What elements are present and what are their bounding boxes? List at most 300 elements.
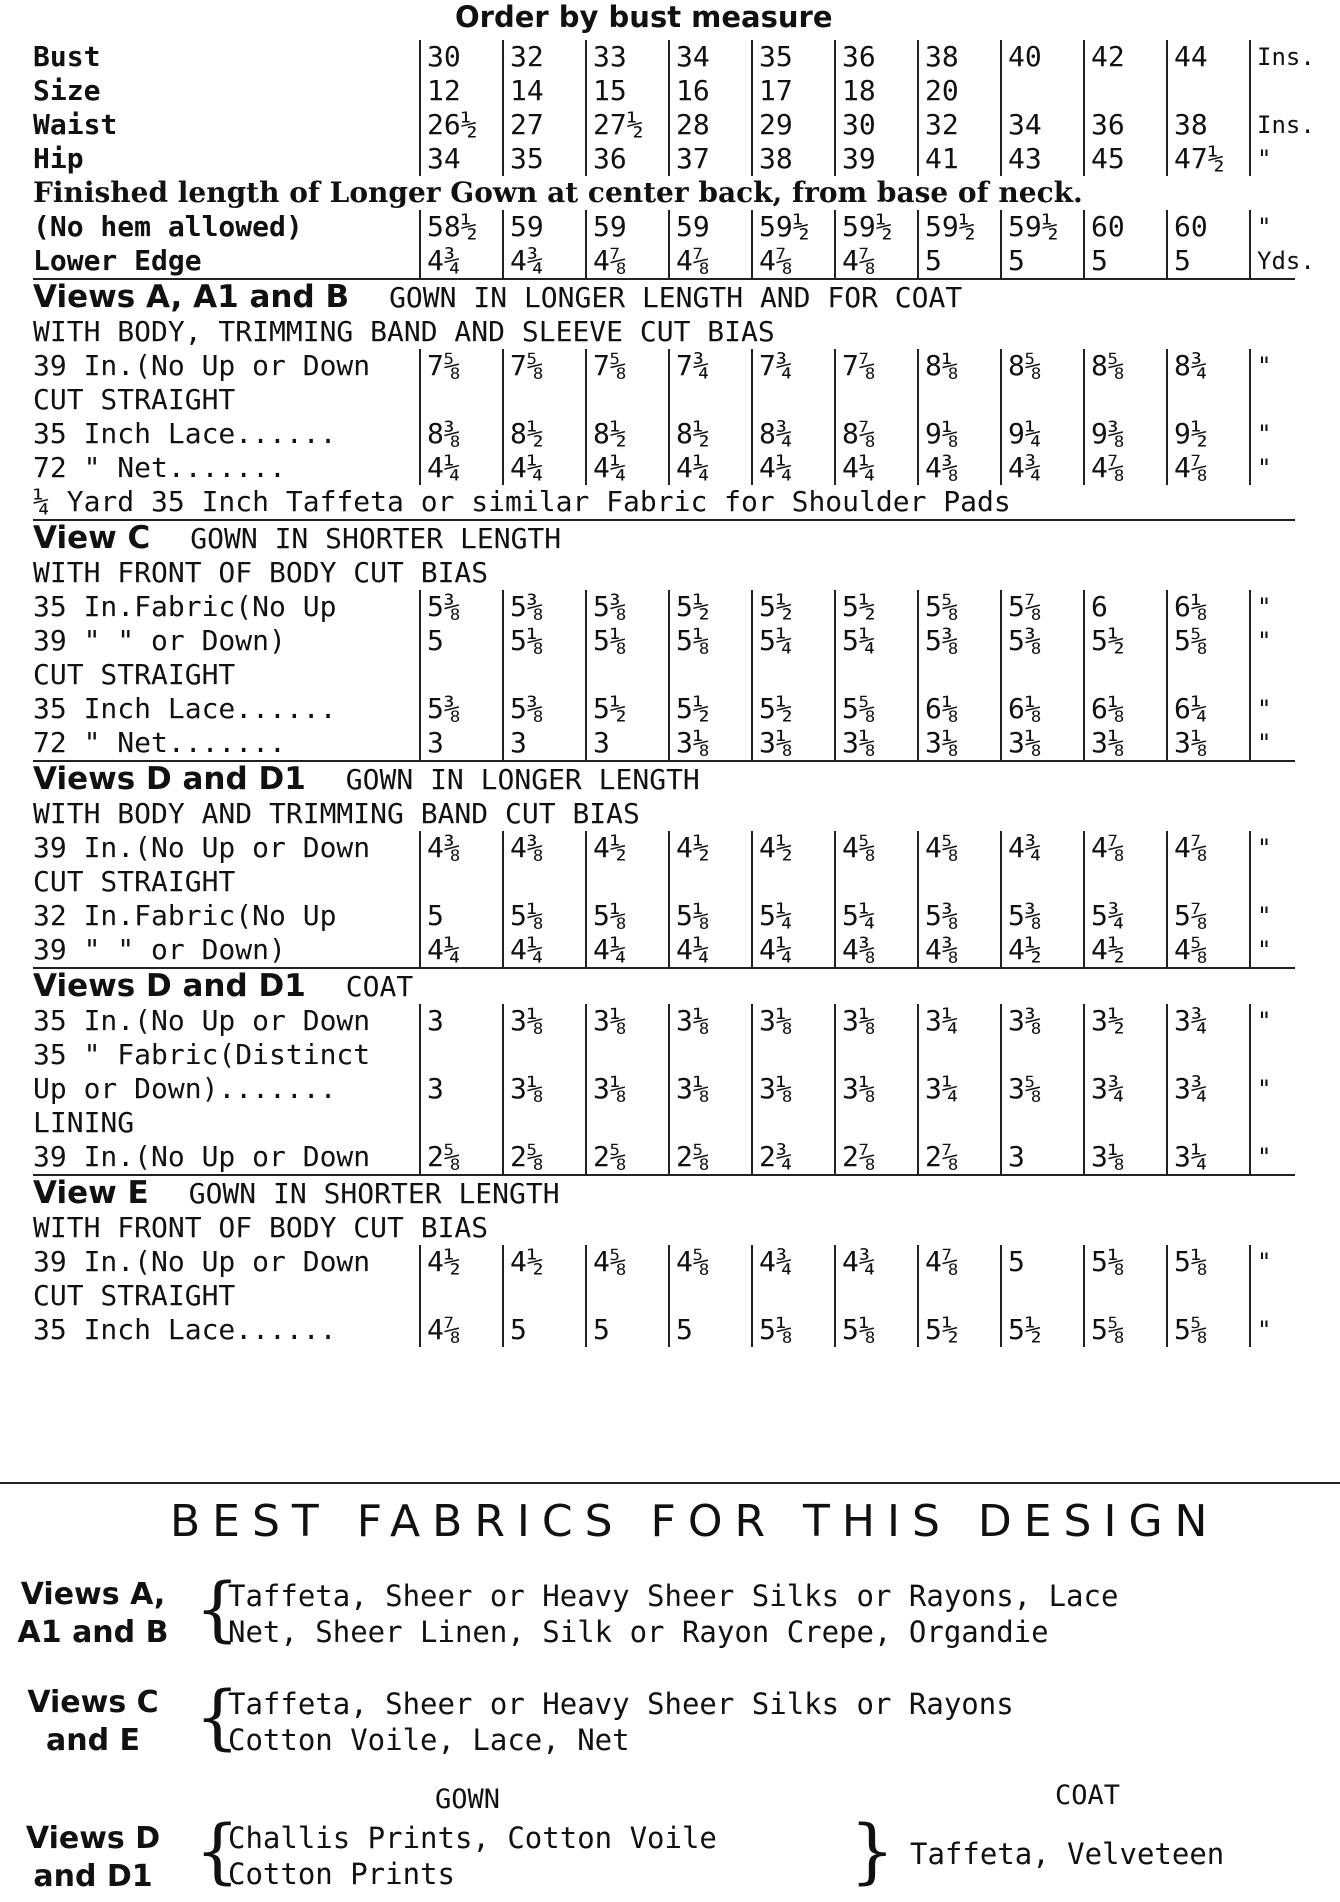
table-cell [918,1279,1001,1313]
table-row [33,315,1295,349]
table-cell: 3⅝ [1001,1072,1084,1106]
table-cell: 3¼ [918,1072,1001,1106]
table-cell [669,1106,752,1140]
row-label: 35 In.Fabric(No Up [33,590,337,623]
table-cell [1167,1279,1250,1313]
table-cell [1167,74,1250,108]
table-cell: 34 [669,40,752,74]
table-cell: 3 [1001,1140,1084,1175]
unit-cell: " [1250,590,1295,624]
table-cell: 3¾ [1167,1004,1250,1038]
table-cell: 4½ [752,831,835,865]
table-cell: 4¾ [1001,831,1084,865]
table-cell: 3⅛ [1001,726,1084,761]
table-cell [918,1038,1001,1072]
table-cell: 5⅛ [503,899,586,933]
fabric-group-label: Views C and E [27,1685,159,1758]
table-cell: 5⅜ [918,899,1001,933]
table-cell: 8½ [669,417,752,451]
table-cell: 6¼ [1167,692,1250,726]
best-fabrics-title: BEST FABRICS FOR THIS DESIGN [170,1496,1220,1547]
unit-cell [1250,1106,1295,1140]
table-cell: 4½ [1001,933,1084,968]
unit-cell: " [1250,451,1295,485]
table-cell: 5⅝ [1167,1313,1250,1347]
table-cell: 4⅜ [835,933,918,968]
table-cell: 4⅞ [918,1245,1001,1279]
section-caption: GOWN IN LONGER LENGTH [345,763,700,796]
section-heading-row [33,761,1295,797]
table-cell: 3⅛ [918,726,1001,761]
table-cell: 4⅜ [503,831,586,865]
table-cell: 4⅜ [420,831,503,865]
table-cell [420,658,503,692]
table-cell: 5⅝ [1167,624,1250,658]
table-cell: 3⅛ [835,1004,918,1038]
table-cell: 4⅞ [1167,451,1250,485]
table-row [33,1038,1295,1072]
table-cell [752,865,835,899]
table-cell [420,1106,503,1140]
table-cell: 39 [835,142,918,176]
table-cell: 28 [669,108,752,142]
table-cell: 5 [1167,244,1250,279]
table-cell [752,1038,835,1072]
table-cell: 3 [420,1072,503,1106]
table-cell: 34 [420,142,503,176]
unit-cell: " [1250,899,1295,933]
table-row [33,142,1295,176]
table-cell: 4⅞ [1167,831,1250,865]
table-cell: 4½ [1084,933,1167,968]
row-label: Bust [33,40,101,73]
unit-cell [1250,1038,1295,1072]
table-cell [669,658,752,692]
table-cell [669,1038,752,1072]
table-cell: 17 [752,74,835,108]
table-cell [420,1279,503,1313]
table-row [33,485,1295,520]
table-cell: 4¾ [503,244,586,279]
table-row [33,1140,1295,1175]
table-cell: 26½ [420,108,503,142]
table-cell: 8⅞ [835,417,918,451]
table-cell: 3⅜ [1001,1004,1084,1038]
table-cell: 40 [1001,40,1084,74]
table-cell: 4¼ [503,933,586,968]
table-cell [835,1106,918,1140]
table-cell: 4½ [420,1245,503,1279]
table-cell: 30 [420,40,503,74]
unit-cell: Yds. [1250,244,1295,279]
table-cell: 4⅞ [752,244,835,279]
table-cell: 58½ [420,210,503,244]
table-cell: 5 [420,899,503,933]
table-row [33,108,1295,142]
table-cell: 2⅞ [835,1140,918,1175]
fabric-list: Taffeta, Sheer or Heavy Sheer Silks or Rayons Cotton Voile, Lace, Net [228,1687,1014,1757]
table-cell [586,1038,669,1072]
table-cell [918,383,1001,417]
table-cell: 59 [503,210,586,244]
table-cell: 6⅛ [1001,692,1084,726]
table-cell: 6⅛ [918,692,1001,726]
row-label: 35 Inch Lace...... [33,1313,337,1346]
table-cell: 4⅞ [1084,831,1167,865]
table-cell: 3⅛ [669,1004,752,1038]
unit-cell: " [1250,1004,1295,1038]
table-row [33,968,1295,1004]
unit-cell: " [1250,624,1295,658]
table-row [33,520,1295,556]
table-cell [752,1106,835,1140]
section-heading: View C [33,520,151,556]
row-label: CUT STRAIGHT [33,383,236,416]
table-cell: 36 [835,40,918,74]
table-row [33,210,1295,244]
table-cell: 5 [1001,1245,1084,1279]
table-cell [1167,1106,1250,1140]
table-cell: 6⅛ [1084,692,1167,726]
table-cell [586,383,669,417]
table-cell: 45 [1084,142,1167,176]
table-cell: 59½ [918,210,1001,244]
table-row [33,1004,1295,1038]
row-label: LINING [33,1106,135,1139]
row-label: 39 " " or Down) [33,933,286,966]
table-row [33,417,1295,451]
table-cell [503,658,586,692]
table-cell: 4¾ [752,1245,835,1279]
row-label: Waist [33,108,118,141]
row-label: 35 Inch Lace...... [33,692,337,725]
table-cell: 14 [503,74,586,108]
table-cell: 5½ [918,1313,1001,1347]
table-cell: 2⅝ [420,1140,503,1175]
table-cell: 5⅛ [586,899,669,933]
table-cell: 38 [918,40,1001,74]
section-heading-row [33,520,1295,556]
table-cell: 4¼ [586,451,669,485]
table-cell: 3⅛ [669,1072,752,1106]
table-cell: 38 [1167,108,1250,142]
table-cell: 7⅞ [835,349,918,383]
table-cell: 29 [752,108,835,142]
table-cell: 5¼ [752,899,835,933]
table-cell: 5⅜ [420,590,503,624]
row-label: CUT STRAIGHT [33,658,236,691]
table-cell: 59½ [1001,210,1084,244]
table-row [33,244,1295,279]
row-label: CUT STRAIGHT [33,865,236,898]
table-cell: 3⅛ [1084,726,1167,761]
table-row [33,383,1295,417]
row-label: 35 " Fabric(Distinct [33,1038,371,1071]
table-cell [420,1038,503,1072]
table-row [33,1245,1295,1279]
table-cell [835,658,918,692]
section-heading: Views D and D1 [33,968,306,1004]
table-cell: 4⅞ [669,244,752,279]
table-cell [752,658,835,692]
table-cell [752,383,835,417]
table-cell: 59 [669,210,752,244]
section-heading: Views D and D1 [33,761,306,797]
table-cell [503,1279,586,1313]
table-cell: 4⅝ [669,1245,752,1279]
table-cell: 3⅛ [1084,1140,1167,1175]
unit-cell: " [1250,933,1295,968]
table-cell: 7⅝ [503,349,586,383]
table-cell: 5⅜ [1001,899,1084,933]
table-cell: 4½ [586,831,669,865]
section-subcaption: WITH BODY, TRIMMING BAND AND SLEEVE CUT BIAS [33,315,775,348]
table-cell: 36 [586,142,669,176]
table-cell: 4½ [503,1245,586,1279]
table-cell: 3 [420,1004,503,1038]
table-cell: 3⅛ [752,1072,835,1106]
row-label: 72 " Net....... [33,726,286,759]
table-cell: 5⅛ [586,624,669,658]
table-cell: 9¼ [1001,417,1084,451]
table-cell: 3 [586,726,669,761]
table-cell: 35 [503,142,586,176]
unit-cell: " [1250,210,1295,244]
table-cell: 4¾ [420,244,503,279]
table-cell: 5⅛ [752,1313,835,1347]
table-cell: 5⅜ [503,590,586,624]
table-cell: 5 [586,1313,669,1347]
table-cell: 5 [1084,244,1167,279]
table-cell [1167,865,1250,899]
table-cell [918,865,1001,899]
table-cell: 59½ [752,210,835,244]
table-cell [1167,1038,1250,1072]
table-cell: 5⅛ [669,899,752,933]
table-cell: 4⅝ [586,1245,669,1279]
table-cell: 3⅛ [752,1004,835,1038]
row-label: 35 Inch Lace...... [33,417,337,450]
table-cell: 5¾ [1084,899,1167,933]
table-cell: 3 [503,726,586,761]
best-fabrics-section [0,1482,1340,1902]
table-row [33,556,1295,590]
brace-mark: { [195,1676,240,1758]
table-cell: 8¾ [1167,349,1250,383]
table-cell: 4¼ [835,451,918,485]
page-title: Order by bust measure [455,0,833,34]
yardage-table [33,40,1315,1347]
section-heading-row [33,1211,1295,1245]
table-row [33,624,1295,658]
row-label: Size [33,74,101,107]
unit-cell: " [1250,1313,1295,1347]
table-cell [1001,658,1084,692]
table-cell [1084,658,1167,692]
table-cell: 5 [420,624,503,658]
table-row [33,1279,1295,1313]
table-cell [586,1106,669,1140]
table-cell: 8½ [503,417,586,451]
table-cell [918,1106,1001,1140]
table-cell [1084,1038,1167,1072]
table-cell: 4⅞ [835,244,918,279]
table-cell [1084,1106,1167,1140]
table-cell [752,1279,835,1313]
unit-cell: " [1250,1072,1295,1106]
table-cell: 41 [918,142,1001,176]
coat-fabric-list: Taffeta, Velveteen [910,1837,1225,1871]
table-cell: 5½ [1001,1313,1084,1347]
table-cell: 34 [1001,108,1084,142]
section-heading-row [33,797,1295,831]
table-cell: 59½ [835,210,918,244]
section-subcaption: WITH FRONT OF BODY CUT BIAS [33,556,489,589]
table-cell: 5½ [752,590,835,624]
row-label: Hip [33,142,84,175]
table-cell: 8⅛ [918,349,1001,383]
table-cell: 4⅞ [586,244,669,279]
table-cell: 3¼ [1167,1140,1250,1175]
table-cell: 4¼ [420,451,503,485]
unit-cell: Ins. [1250,108,1295,142]
table-cell: 59 [586,210,669,244]
row-label: 39 " " or Down) [33,624,286,657]
table-cell: 3⅛ [752,726,835,761]
section-caption: COAT [345,970,414,1003]
table-cell [835,865,918,899]
table-cell: 7⅝ [586,349,669,383]
table-cell [1001,1106,1084,1140]
table-cell: 3½ [1084,1004,1167,1038]
table-cell: 5⅝ [918,590,1001,624]
table-cell: 4⅞ [1084,451,1167,485]
table-row [33,1072,1295,1106]
section-heading-row [33,556,1295,590]
row-label: 39 In.(No Up or Down [33,1140,371,1173]
fabric-list: Challis Prints, Cotton Voile Cotton Prints [228,1821,717,1891]
table-cell: 27 [503,108,586,142]
table-cell: 3 [420,726,503,761]
table-cell: 16 [669,74,752,108]
table-cell: 4⅜ [918,933,1001,968]
table-cell: 4¼ [752,451,835,485]
table-cell [1001,1279,1084,1313]
brace-mark: { [195,1810,240,1892]
coat-heading: COAT [1055,1780,1121,1811]
table-cell: 9⅜ [1084,417,1167,451]
table-row [33,451,1295,485]
row-label: (No hem allowed) [33,210,303,243]
table-cell: 8⅜ [420,417,503,451]
table-cell [1084,74,1167,108]
table-cell [669,383,752,417]
table-cell: 4¼ [669,933,752,968]
table-cell: 60 [1084,210,1167,244]
section-heading: View E [33,1175,149,1211]
table-cell: 5⅝ [835,692,918,726]
table-cell: 27½ [586,108,669,142]
table-cell [1001,865,1084,899]
table-cell: 18 [835,74,918,108]
table-cell: 3⅛ [503,1004,586,1038]
table-cell: 5¼ [835,899,918,933]
table-cell: 5⅜ [918,624,1001,658]
table-cell: 3⅛ [503,1072,586,1106]
table-cell: 3⅛ [1167,726,1250,761]
table-cell [1084,383,1167,417]
table-cell: 5 [1001,244,1084,279]
table-cell: 44 [1167,40,1250,74]
table-cell: 4¼ [420,933,503,968]
table-cell: 9⅛ [918,417,1001,451]
table-cell: 30 [835,108,918,142]
table-cell: 5⅞ [1001,590,1084,624]
table-cell: 5½ [586,692,669,726]
table-cell: 5⅛ [1084,1245,1167,1279]
table-row [33,40,1295,74]
unit-cell: " [1250,142,1295,176]
fabric-list: Taffeta, Sheer or Heavy Sheer Silks or Rayons, Lace Net, Sheer Linen, Silk or Rayon Crepe, Organdie [228,1579,1119,1649]
table-cell: 2⅝ [669,1140,752,1175]
table-cell: 32 [918,108,1001,142]
table-cell: 8⅝ [1084,349,1167,383]
table-cell: 4¼ [586,933,669,968]
fabric-group-label: Views D and D1 [25,1821,161,1894]
section-heading: Views A, A1 and B [33,279,350,315]
unit-cell: " [1250,349,1295,383]
table-row [33,899,1295,933]
table-cell: 4¼ [503,451,586,485]
table-cell [835,383,918,417]
unit-cell [1250,865,1295,899]
section-caption: GOWN IN SHORTER LENGTH [188,1177,560,1210]
table-cell [669,865,752,899]
table-cell: 33 [586,40,669,74]
row-label: 39 In.(No Up or Down [33,831,371,864]
table-cell: 37 [669,142,752,176]
table-row [33,279,1295,315]
row-label: Up or Down)....... [33,1072,337,1105]
table-cell: 8¾ [752,417,835,451]
section-heading-row [33,968,1295,1004]
fabric-group-label: Views A, A1 and B [17,1577,169,1650]
table-cell: 5⅛ [835,1313,918,1347]
table-cell: 5¼ [752,624,835,658]
table-cell: 4¼ [669,451,752,485]
table-cell: 5⅜ [1001,624,1084,658]
table-cell: 5⅞ [1167,899,1250,933]
table-cell: 3¾ [1084,1072,1167,1106]
table-cell: 9½ [1167,417,1250,451]
unit-cell: " [1250,831,1295,865]
table-cell [503,383,586,417]
table-cell: 3⅛ [586,1072,669,1106]
table-cell: 35 [752,40,835,74]
table-row [33,692,1295,726]
section-caption: GOWN IN LONGER LENGTH AND FOR COAT [389,281,963,314]
table-row [33,74,1295,108]
row-label: 72 " Net....... [33,451,286,484]
table-cell: 36 [1084,108,1167,142]
table-cell: 5⅛ [1167,1245,1250,1279]
brace-mark: } [850,1810,895,1892]
table-cell: 3¼ [918,1004,1001,1038]
unit-cell [1250,1279,1295,1313]
table-cell: 3⅛ [835,726,918,761]
section-subcaption: WITH BODY AND TRIMMING BAND CUT BIAS [33,797,640,830]
table-cell: 2¾ [752,1140,835,1175]
